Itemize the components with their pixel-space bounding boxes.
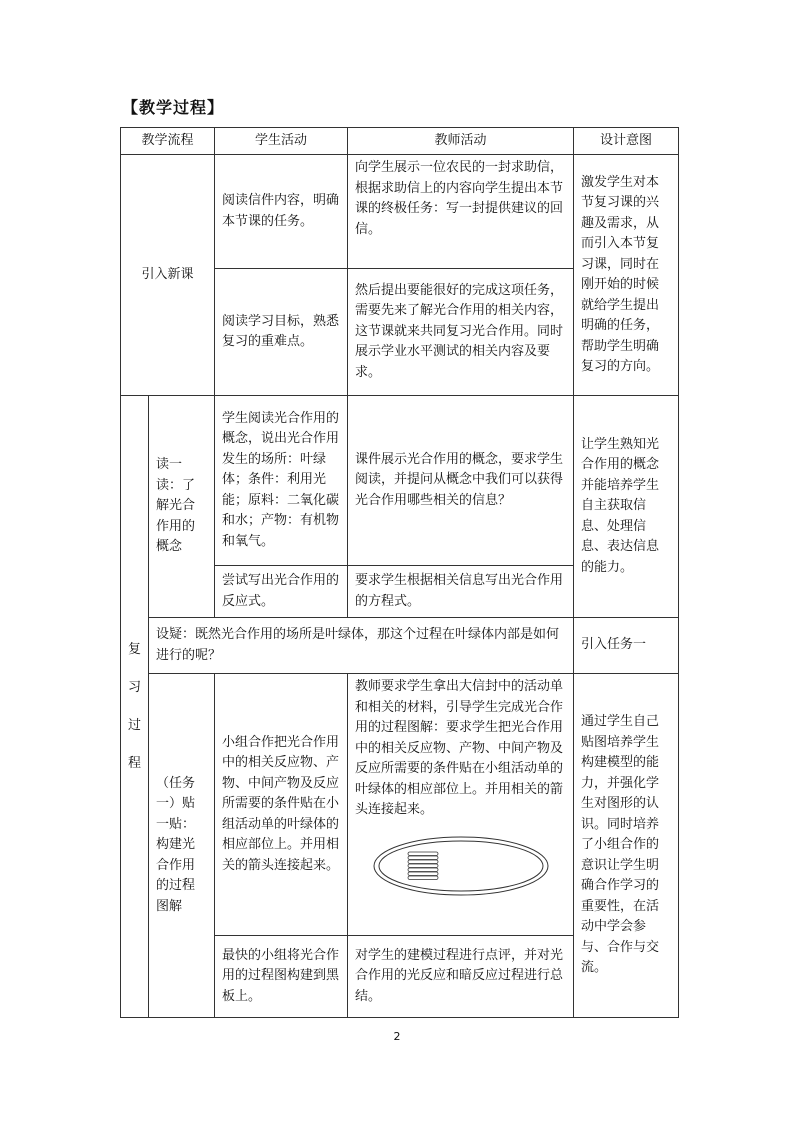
intro-student-1: 阅读信件内容，明确本节课的任务。 (215, 155, 348, 269)
review-stage-char: 复 (127, 641, 141, 657)
intro-design: 激发学生对本节复习课的兴趣及需求，从而引入本节复习课，同时在刚开始的时候就给学生提出明确的任务，帮助学生明确复习的方向。 (574, 155, 679, 396)
table-header-row (121, 128, 679, 155)
review-stage-char: 过 (127, 717, 141, 733)
task1-student-1: 小组合作把光合作用中的相关反应物、产物、中间产物及反应所需要的条件贴在小组活动单的叶绿体的相应部位上。并用相关的箭头连接起来。 (215, 674, 348, 936)
review-stage (121, 396, 149, 1018)
question-design: 引入任务一 (574, 618, 679, 674)
header-student: 学生活动 (215, 128, 348, 155)
table-row (121, 618, 679, 674)
task1-teacher-2: 对学生的建模过程进行点评，并对光合作用的光反应和暗反应过程进行总结。 (348, 936, 574, 1018)
teaching-process-table (120, 127, 679, 1018)
chloroplast-outer-membrane (374, 837, 548, 895)
header-design: 设计意图 (574, 128, 679, 155)
intro-teacher-2: 然后提出要能很好的完成这项任务，需要先来了解光合作用的相关内容，这节课就来共同复习光合作用。同时展示学业水平测试的相关内容及要求。 (348, 269, 574, 396)
step1-design: 让学生熟知光合作用的概念并能培养学生自主获取信息、处理信息、表达信息的能力。 (574, 396, 679, 618)
table-row (121, 396, 679, 566)
task1-teacher-1: 教师要求学生拿出大信封中的活动单和相关的材料，引导学生完成光合作用的过程图解：要求学生把光合作用中的相关反应物、产物、中间产物及反应所需要的条件贴在小组活动单的叶绿体的相应部位上。并用相关的箭头连接起来。 (355, 679, 564, 817)
review-stage-char: 习 (127, 679, 141, 695)
step1-student-1: 学生阅读光合作用的概念，说出光合作用发生的场所：叶绿体；条件：利用光能；原料：二氧化碳和水；产物：有机物和氧气。 (215, 396, 348, 566)
table-row (121, 674, 679, 936)
task1-design: 通过学生自己贴图培养学生构建模型的能力，并强化学生对图形的认识。同时培养了小组合作的意识让学生明确合作学习的重要性，在活动中学会参与、合作与交流。 (574, 674, 679, 1018)
chloroplast-diagram (372, 835, 550, 897)
step1-label: 读一读：了解光合作用的概念 (149, 396, 215, 618)
task1-student-2: 最快的小组将光合作用的过程图构建到黑板上。 (215, 936, 348, 1018)
step1-student-2: 尝试写出光合作用的反应式。 (215, 566, 348, 618)
review-stage-char: 程 (127, 755, 141, 771)
step1-teacher-2: 要求学生根据相关信息写出光合作用的方程式。 (348, 566, 574, 618)
task1-label: （任务一）贴一贴：构建光合作用的过程图解 (149, 674, 215, 1018)
step1-teacher-1: 课件展示光合作用的概念，要求学生阅读，并提问从概念中我们可以获得光合作用哪些相关的信息？ (348, 396, 574, 566)
section-heading: 【教学过程】 (122, 98, 225, 117)
task1-teacher-1-cell (348, 674, 574, 936)
grana-stack-icon (408, 852, 438, 880)
question-text: 设疑：既然光合作用的场所是叶绿体，那这个过程在叶绿体内部是如何进行的呢？ (149, 618, 574, 674)
header-teacher: 教师活动 (348, 128, 574, 155)
intro-stage: 引入新课 (121, 155, 215, 396)
intro-student-2: 阅读学习目标，熟悉复习的重难点。 (215, 269, 348, 396)
table-row (121, 155, 679, 269)
intro-teacher-1: 向学生展示一位农民的一封求助信，根据求助信上的内容向学生提出本节课的终极任务：写一封提供建议的回信。 (348, 155, 574, 269)
chloroplast-inner-membrane (379, 841, 543, 891)
page-number: 2 (393, 1030, 401, 1043)
header-flow: 教学流程 (121, 128, 215, 155)
